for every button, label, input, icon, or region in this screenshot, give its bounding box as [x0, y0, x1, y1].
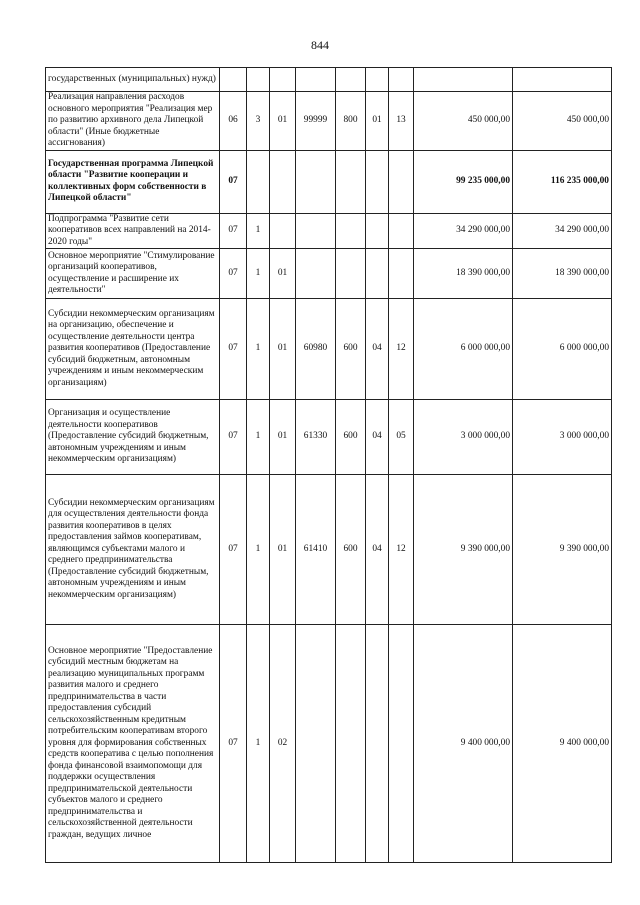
code-cell-c2: 1	[247, 249, 270, 299]
amount-cell-v1	[414, 68, 513, 92]
code-cell-c4	[296, 625, 336, 863]
budget-table	[45, 67, 612, 863]
code-cell-c2: 1	[247, 299, 270, 400]
code-cell-c7: 05	[389, 400, 414, 475]
amount-cell-v2: 3 000 000,00	[513, 400, 612, 475]
code-cell-c4	[296, 68, 336, 92]
code-cell-c4: 99999	[296, 92, 336, 151]
table-row	[46, 213, 612, 249]
amount-cell-v2: 18 390 000,00	[513, 249, 612, 299]
row-name-cell: Реализация направления расходов основного мероприятия "Реализация мер по развитию архивного дела Липецкой области" (Иные бюджетные ассигнования)	[46, 92, 220, 151]
code-cell-c2: 1	[247, 213, 270, 249]
amount-cell-v2	[513, 68, 612, 92]
row-name-cell: Субсидии некоммерческим организациям на организацию, обеспечение и осуществление деятельности центра развития кооперативов (Предоставление субсидий бюджетным, автономным учреждениям и иным некоммерческим организациям)	[46, 299, 220, 400]
code-cell-c4: 60980	[296, 299, 336, 400]
code-cell-c3: 01	[270, 299, 296, 400]
code-cell-c6: 04	[366, 400, 389, 475]
amount-cell-v2: 116 235 000,00	[513, 150, 612, 213]
code-cell-c5	[336, 150, 366, 213]
code-cell-c4: 61330	[296, 400, 336, 475]
page-number: 844	[311, 38, 329, 52]
table-row	[46, 475, 612, 625]
code-cell-c4	[296, 213, 336, 249]
code-cell-c1: 07	[220, 400, 247, 475]
amount-cell-v1: 18 390 000,00	[414, 249, 513, 299]
code-cell-c7	[389, 68, 414, 92]
amount-cell-v1: 450 000,00	[414, 92, 513, 151]
table-row	[46, 92, 612, 151]
row-name-cell: Подпрограмма "Развитие сети кооперативов всех направлений на 2014-2020 годы"	[46, 213, 220, 249]
code-cell-c6	[366, 249, 389, 299]
code-cell-c5: 600	[336, 299, 366, 400]
code-cell-c1: 07	[220, 625, 247, 863]
code-cell-c1: 07	[220, 249, 247, 299]
row-name-cell: Основное мероприятие "Стимулирование организаций кооперативов, осуществление и расширение их деятельности"	[46, 249, 220, 299]
row-name-cell: Субсидии некоммерческим организациям для осуществления деятельности фонда развития кооперативов в целях предоставления займов кооперативам, являющимся субъектами малого и среднего предпринимательства (Предоставление субсидий бюджетным, автономным учреждениям и иным некоммерческим организациям)	[46, 475, 220, 625]
code-cell-c5: 600	[336, 400, 366, 475]
amount-cell-v2: 6 000 000,00	[513, 299, 612, 400]
code-cell-c6: 04	[366, 299, 389, 400]
code-cell-c3: 01	[270, 92, 296, 151]
amount-cell-v1: 6 000 000,00	[414, 299, 513, 400]
code-cell-c1: 07	[220, 299, 247, 400]
code-cell-c1: 06	[220, 92, 247, 151]
amount-cell-v1: 3 000 000,00	[414, 400, 513, 475]
code-cell-c6	[366, 213, 389, 249]
code-cell-c3	[270, 150, 296, 213]
row-name-cell: Основное мероприятие "Предоставление субсидий местным бюджетам на реализацию муниципальных программ развития малого и среднего предпринимательства в части предоставления субсидий сельскохозяйственным кредитным потребительским кооперативам второго уровня для формирования собственных средств кооператива с целью пополнения фонда финансовой взаимопомощи для поддержки осуществления предпринимательской деятельности субъектов малого и среднего предпринимательства и сельскохозяйственной деятельности граждан, ведущих личное	[46, 625, 220, 863]
code-cell-c7	[389, 150, 414, 213]
code-cell-c7	[389, 249, 414, 299]
table-row	[46, 400, 612, 475]
code-cell-c4	[296, 150, 336, 213]
amount-cell-v1: 9 390 000,00	[414, 475, 513, 625]
code-cell-c5	[336, 249, 366, 299]
code-cell-c1: 07	[220, 213, 247, 249]
code-cell-c6	[366, 625, 389, 863]
code-cell-c5	[336, 213, 366, 249]
amount-cell-v1: 9 400 000,00	[414, 625, 513, 863]
code-cell-c4: 61410	[296, 475, 336, 625]
code-cell-c3: 01	[270, 249, 296, 299]
row-name-cell: Организация и осуществление деятельности кооперативов (Предоставление субсидий бюджетным, автономным учреждениям и иным некоммерческим организациям)	[46, 400, 220, 475]
code-cell-c2: 1	[247, 625, 270, 863]
amount-cell-v1: 99 235 000,00	[414, 150, 513, 213]
amount-cell-v2: 34 290 000,00	[513, 213, 612, 249]
code-cell-c6: 04	[366, 475, 389, 625]
code-cell-c2: 3	[247, 92, 270, 151]
code-cell-c3: 02	[270, 625, 296, 863]
table-row	[46, 68, 612, 92]
amount-cell-v2: 9 390 000,00	[513, 475, 612, 625]
code-cell-c7	[389, 625, 414, 863]
code-cell-c5: 600	[336, 475, 366, 625]
code-cell-c7: 12	[389, 475, 414, 625]
code-cell-c7: 13	[389, 92, 414, 151]
code-cell-c7	[389, 213, 414, 249]
code-cell-c5	[336, 625, 366, 863]
amount-cell-v2: 450 000,00	[513, 92, 612, 151]
code-cell-c1: 07	[220, 150, 247, 213]
code-cell-c6: 01	[366, 92, 389, 151]
table-row	[46, 150, 612, 213]
code-cell-c1	[220, 68, 247, 92]
code-cell-c6	[366, 150, 389, 213]
code-cell-c3	[270, 213, 296, 249]
code-cell-c1: 07	[220, 475, 247, 625]
amount-cell-v2: 9 400 000,00	[513, 625, 612, 863]
table-row	[46, 625, 612, 863]
code-cell-c2: 1	[247, 400, 270, 475]
code-cell-c4	[296, 249, 336, 299]
code-cell-c2	[247, 150, 270, 213]
amount-cell-v1: 34 290 000,00	[414, 213, 513, 249]
code-cell-c6	[366, 68, 389, 92]
row-name-cell: Государственная программа Липецкой области "Развитие кооперации и коллективных форм собственности в Липецкой области"	[46, 150, 220, 213]
code-cell-c2: 1	[247, 475, 270, 625]
code-cell-c5: 800	[336, 92, 366, 151]
code-cell-c2	[247, 68, 270, 92]
code-cell-c5	[336, 68, 366, 92]
code-cell-c3	[270, 68, 296, 92]
table-row	[46, 299, 612, 400]
code-cell-c3: 01	[270, 400, 296, 475]
table-row	[46, 249, 612, 299]
row-name-cell: государственных (муниципальных) нужд)	[46, 68, 220, 92]
code-cell-c7: 12	[389, 299, 414, 400]
code-cell-c3: 01	[270, 475, 296, 625]
